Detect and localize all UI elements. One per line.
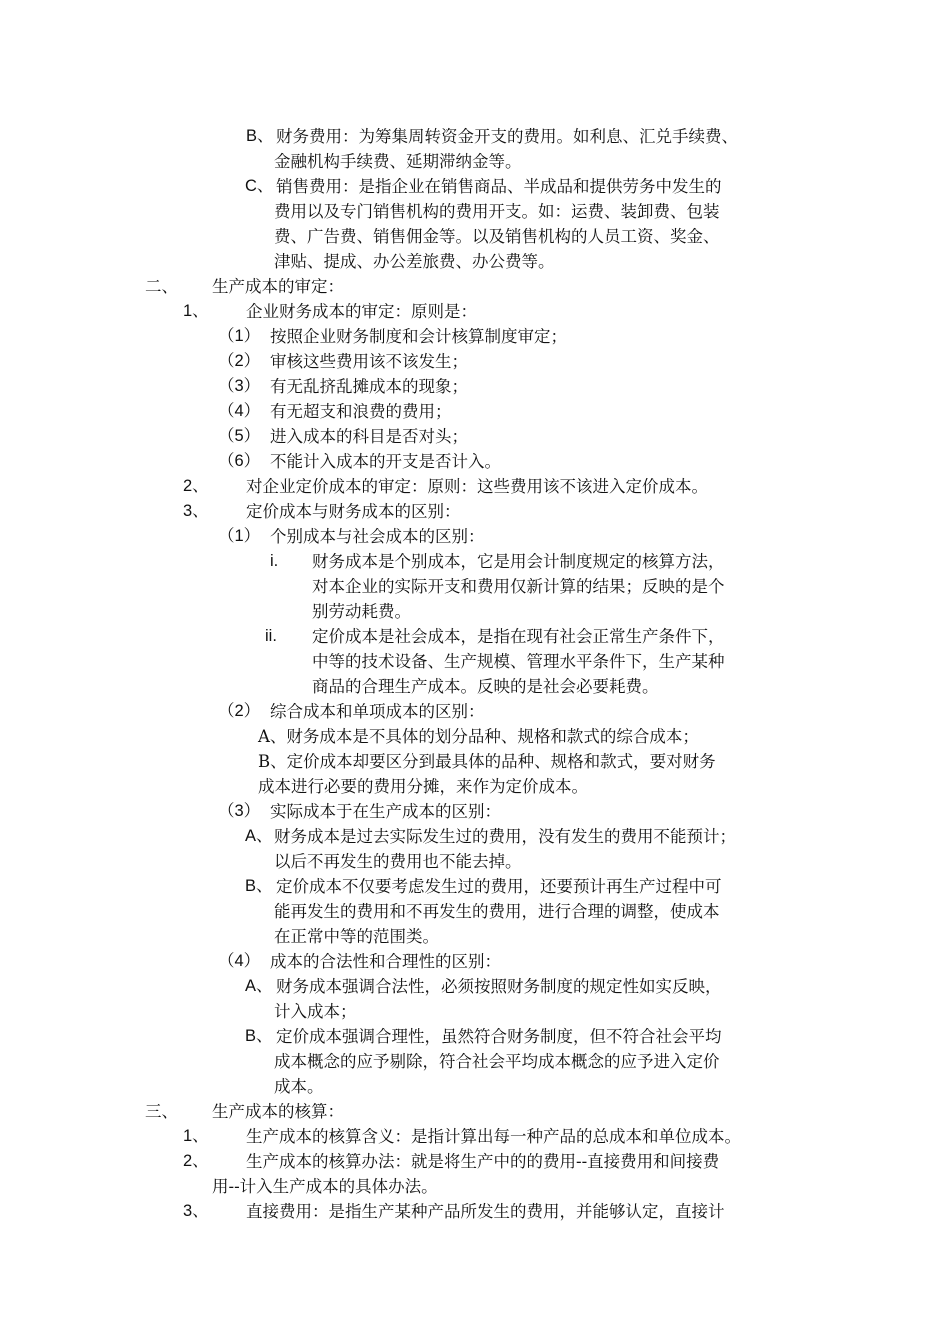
item-marker: A、 (245, 977, 273, 995)
text-line: B、定价成本却要区分到最具体的品种、规格和款式，要对财务 (258, 752, 716, 771)
item-marker: ii. (265, 627, 277, 645)
text-line: 定价成本不仅要考虑发生过的费用，还要预计再生产过程中可 (276, 877, 722, 896)
item-marker: （3） (218, 377, 261, 395)
text-line: 销售费用：是指企业在销售商品、半成品和提供劳务中发生的 (276, 177, 722, 196)
text-line: 生产成本的核算含义：是指计算出每一种产品的总成本和单位成本。 (246, 1127, 741, 1146)
item-marker: 1、 (183, 1127, 209, 1145)
item-marker: （2） (218, 352, 261, 370)
text-line: 直接费用：是指生产某种产品所发生的费用，并能够认定，直接计 (246, 1202, 725, 1221)
text-line: 以后不再发生的费用也不能去掉。 (274, 852, 522, 871)
text-line: 对企业定价成本的审定：原则：这些费用该不该进入定价成本。 (246, 477, 708, 496)
text-line: 在正常中等的范围类。 (274, 927, 439, 946)
text-line: 成本进行必要的费用分摊，来作为定价成本。 (258, 777, 588, 796)
section-marker: 二、 (145, 277, 178, 296)
section-heading: 生产成本的审定： (212, 277, 344, 296)
text-line: 商品的合理生产成本。反映的是社会必要耗费。 (312, 677, 659, 696)
text-line: 成本概念的应予剔除，符合社会平均成本概念的应予进入定价 (274, 1052, 720, 1071)
text-line: 津贴、提成、办公差旅费、办公费等。 (274, 252, 555, 271)
text-line: 财务成本强调合法性，必须按照财务制度的规定性如实反映， (276, 977, 722, 996)
item-marker: （5） (218, 427, 261, 445)
text-line: 对本企业的实际开支和费用仅新计算的结果；反映的是个 (312, 577, 725, 596)
item-marker: 3、 (183, 502, 209, 520)
text-line: 成本。 (274, 1077, 324, 1096)
item-marker: 2、 (183, 477, 209, 495)
item-marker: （4） (218, 952, 261, 970)
text-line: 企业财务成本的审定：原则是： (246, 302, 477, 321)
text-line: 按照企业财务制度和会计核算制度审定； (270, 327, 567, 346)
text-line: 中等的技术设备、生产规模、管理水平条件下，生产某种 (312, 652, 725, 671)
item-marker: C、 (245, 177, 274, 195)
text-line: 定价成本是社会成本，是指在现有社会正常生产条件下， (312, 627, 725, 646)
text-line: 有无超支和浪费的费用； (270, 402, 452, 421)
text-line: 能再发生的费用和不再发生的费用，进行合理的调整，使成本 (274, 902, 720, 921)
text-line: 审核这些费用该不该发生； (270, 352, 468, 371)
item-marker: （4） (218, 402, 261, 420)
section-heading: 生产成本的核算： (212, 1102, 344, 1121)
item-marker: （6） (218, 452, 261, 470)
text-line: 有无乱挤乱摊成本的现象； (270, 377, 468, 396)
text-line: 进入成本的科目是否对头； (270, 427, 468, 446)
text-line: A、财务成本是不具体的划分品种、规格和款式的综合成本； (258, 727, 699, 746)
text-line: 计入成本； (274, 1002, 357, 1021)
text-line: 成本的合法性和合理性的区别： (270, 952, 501, 971)
text-line: 费用以及专门销售机构的费用开支。如：运费、装卸费、包装 (274, 202, 720, 221)
item-marker: B、 (245, 877, 273, 895)
text-line: 财务成本是过去实际发生过的费用，没有发生的费用不能预计； (274, 827, 736, 846)
text-line: 金融机构手续费、延期滞纳金等。 (274, 152, 522, 171)
text-line: 费、广告费、销售佣金等。以及销售机构的人员工资、奖金、 (274, 227, 720, 246)
item-marker: 3、 (183, 1202, 209, 1220)
text-line: 定价成本强调合理性，虽然符合财务制度，但不符合社会平均 (276, 1027, 722, 1046)
text-line: 财务成本是个别成本，它是用会计制度规定的核算方法， (312, 552, 725, 571)
item-marker: B、 (246, 127, 274, 145)
item-marker: （2） (218, 702, 261, 720)
text-line: 别劳动耗费。 (312, 602, 411, 621)
item-marker: A、 (245, 827, 273, 845)
text-line: 不能计入成本的开支是否计入。 (270, 452, 501, 471)
text-line: 定价成本与财务成本的区别： (246, 502, 461, 521)
text-line: 财务费用：为筹集周转资金开支的费用。如利息、汇兑手续费、 (276, 127, 738, 146)
text-line: 生产成本的核算办法：就是将生产中的的费用--直接费用和间接费 (246, 1152, 720, 1171)
item-marker: （1） (218, 527, 261, 545)
text-line: 综合成本和单项成本的区别： (270, 702, 485, 721)
text-line: 实际成本于在生产成本的区别： (270, 802, 501, 821)
item-marker: （1） (218, 327, 261, 345)
item-marker: B、 (245, 1027, 273, 1045)
section-marker: 三、 (145, 1102, 178, 1121)
text-line: 用--计入生产成本的具体办法。 (212, 1177, 438, 1196)
item-marker: 1、 (183, 302, 209, 320)
text-line: 个别成本与社会成本的区别： (270, 527, 485, 546)
item-marker: （3） (218, 802, 261, 820)
item-marker: i. (270, 552, 279, 570)
item-marker: 2、 (183, 1152, 209, 1170)
